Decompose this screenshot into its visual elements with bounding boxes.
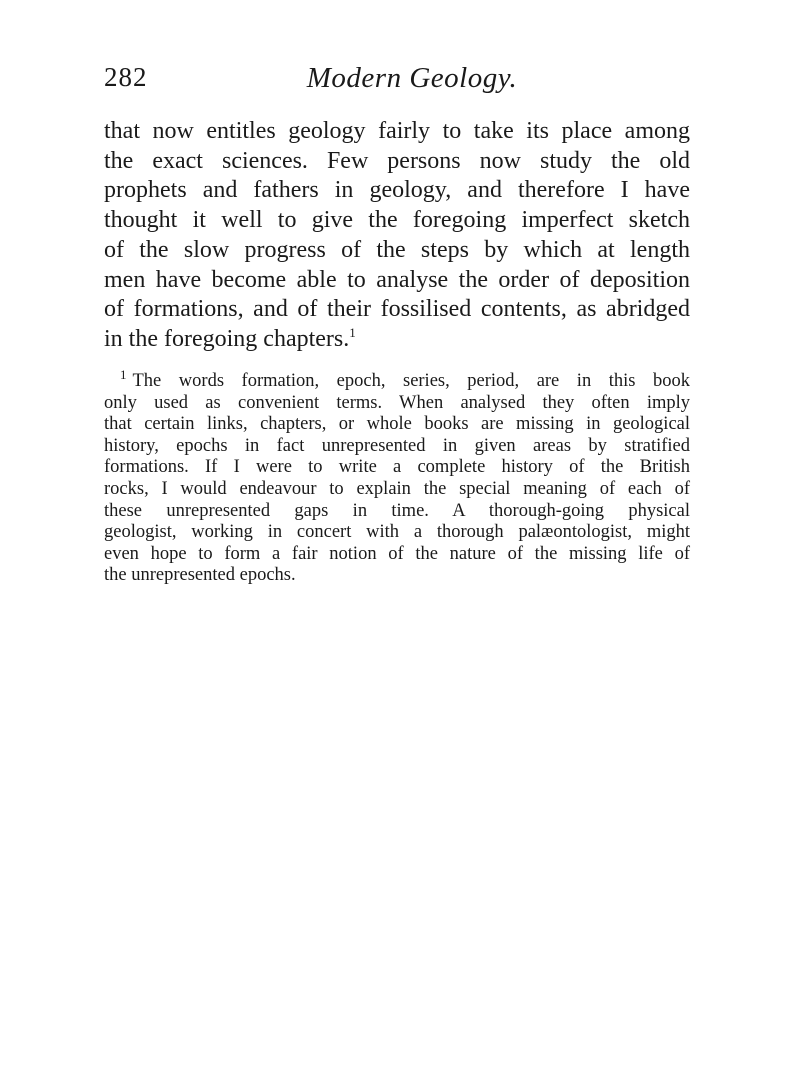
page-number: 282 <box>104 62 148 92</box>
footnote-marker: 1 <box>120 366 127 382</box>
footnote-line: only used as convenient terms. When analysed they often imply <box>104 392 690 413</box>
body-paragraph <box>104 117 690 355</box>
body-line: of the slow progress of the steps by which at length <box>104 236 690 263</box>
body-line: of formations, and of their fossilised contents, as abridged <box>104 296 690 323</box>
footnote-line: that certain links, chapters, or whole books are missing in geological <box>104 414 690 435</box>
body-line-last <box>104 325 690 355</box>
body-line: prophets and fathers in geology, and therefore I have <box>104 177 690 204</box>
footnote-line-first <box>104 366 690 393</box>
footnote-line: geologist, working in concert with a thorough palæontologist, might <box>104 522 690 543</box>
footnote-line: even hope to form a fair notion of the nature of the missing life of <box>104 543 690 564</box>
page-header <box>104 62 690 102</box>
running-head: Modern Geology. <box>306 62 518 94</box>
footnote-reference: 1 <box>349 324 356 340</box>
body-line-text: in the foregoing chapters. <box>104 325 350 352</box>
body-line: the exact sciences. Few persons now study the old <box>104 147 690 174</box>
footnote-line: these unrepresented gaps in time. A thorough-going physical <box>104 500 690 521</box>
footnote-line-text: The words formation, epoch, series, period, are in this book <box>132 371 690 391</box>
footnote-line: rocks, I would endeavour to explain the special meaning of each of <box>104 478 690 499</box>
body-line: thought it well to give the foregoing imperfect sketch <box>104 207 690 234</box>
footnote <box>104 366 690 587</box>
body-line: that now entitles geology fairly to take its place among <box>104 118 690 144</box>
body-line: men have become able to analyse the order of deposition <box>104 266 690 293</box>
footnote-line: formations. If I were to write a complete history of the British <box>104 457 690 478</box>
footnote-line: history, epochs in fact unrepresented in given areas by stratified <box>104 435 690 456</box>
footnote-line-last: the unrepresented epochs. <box>104 565 296 586</box>
